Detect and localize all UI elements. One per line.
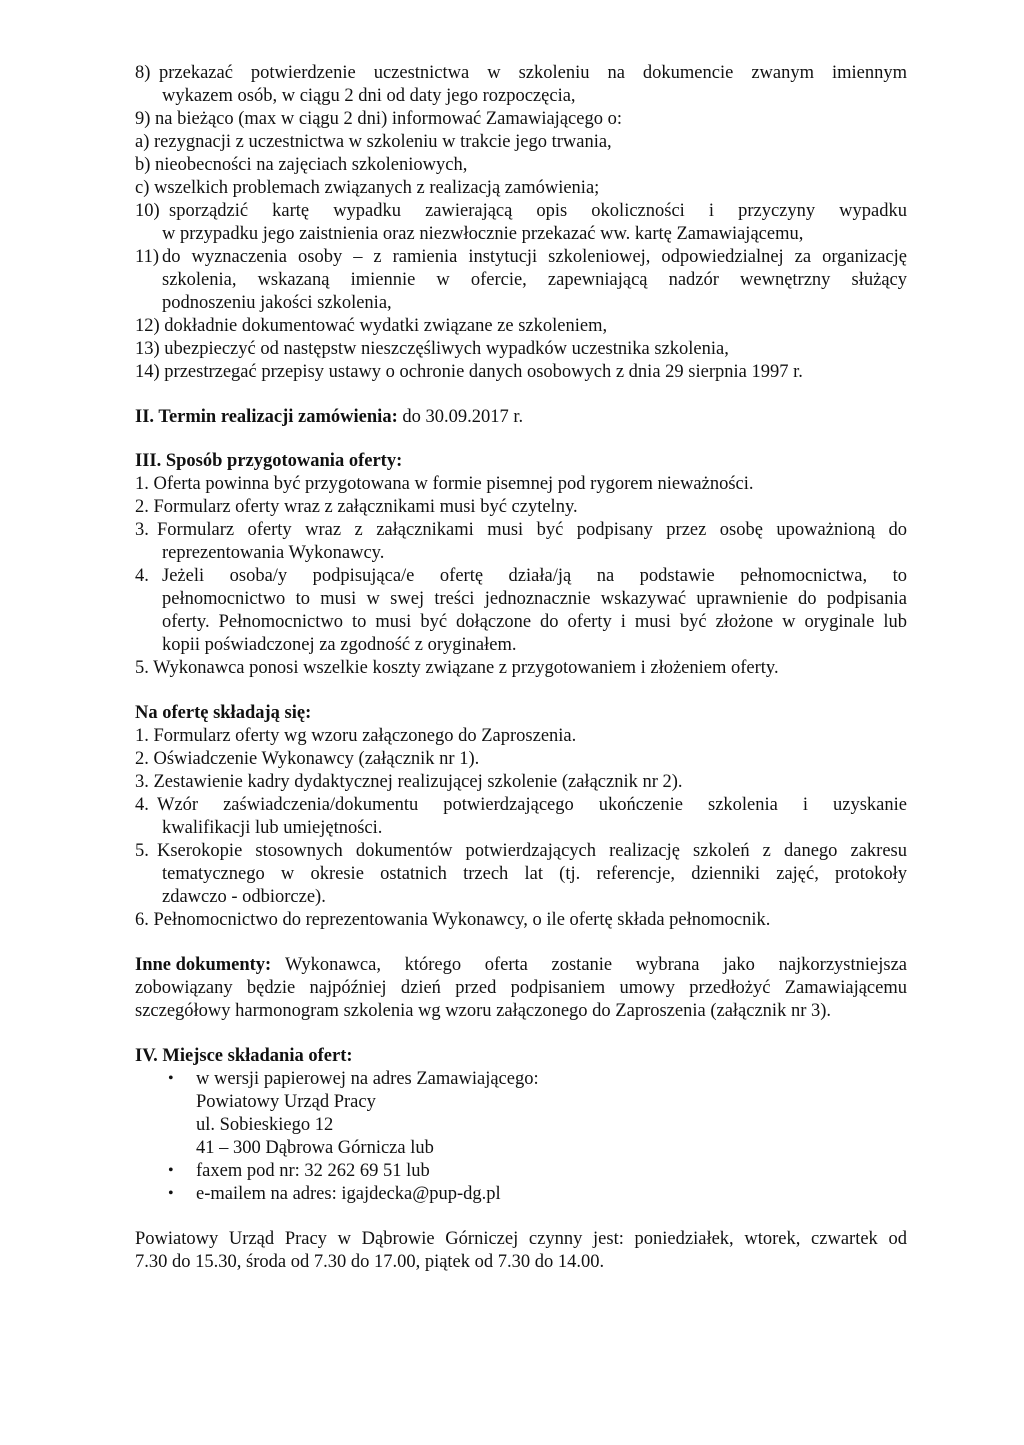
list-item: a) rezygnacji z uczestnictwa w szkoleniu w trakcie jego trwania,: [135, 132, 612, 152]
section-heading: Na ofertę składają się:: [135, 703, 312, 723]
list-item-cont: kwalifikacji lub umiejętności.: [162, 818, 383, 838]
list-item: 13) ubezpieczyć od następstw nieszczęśliwych wypadków uczestnika szkolenia,: [135, 339, 729, 359]
address-line: 41 – 300 Dąbrowa Górnicza lub: [196, 1138, 434, 1158]
other-docs-label: Inne dokumenty:: [135, 955, 272, 975]
list-item-cont: podnoszeniu jakości szkolenia,: [162, 293, 392, 313]
list-item-cont: kopii poświadczonej za zgodność z oryginałem.: [162, 635, 517, 655]
list-item: 5. Kserokopie stosownych dokumentów potwierdzających realizację szkoleń z danego zakresu: [135, 841, 907, 861]
bullet-icon: •: [168, 1162, 174, 1179]
list-item: 1. Formularz oferty wg wzoru załączonego do Zaproszenia.: [135, 726, 577, 746]
bullet-icon: •: [168, 1185, 174, 1202]
other-docs-line: Inne dokumenty: Wykonawca, którego oferta zostanie wybrana jako najkorzystniejsza: [135, 955, 907, 975]
address-line: Powiatowy Urząd Pracy: [196, 1092, 376, 1112]
submission-paper: w wersji papierowej na adres Zamawiającego:: [196, 1069, 539, 1089]
section-heading: II. Termin realizacji zamówienia:: [135, 407, 398, 427]
section-deadline: [135, 406, 523, 428]
list-item: 12) dokładnie dokumentować wydatki związane ze szkoleniem,: [135, 316, 608, 336]
submission-email: e-mailem na adres: igajdecka@pup-dg.pl: [196, 1184, 501, 1204]
list-item: 3. Zestawienie kadry dydaktycznej realizującej szkolenie (załącznik nr 2).: [135, 772, 683, 792]
section-heading: III. Sposób przygotowania oferty:: [135, 451, 403, 471]
list-item-cont: w przypadku jego zaistnienia oraz niezwłocznie przekazać ww. kartę Zamawiającemu,: [162, 224, 804, 244]
list-item: 4. Wzór zaświadczenia/dokumentu potwierdzającego ukończenie szkolenia i uzyskanie: [135, 795, 907, 815]
list-item: 2. Formularz oferty wraz z załącznikami musi być czytelny.: [135, 497, 578, 517]
list-item: 11) do wyznaczenia osoby – z ramienia instytucji szkoleniowej, odpowiedzialnej za organizację: [135, 247, 907, 267]
list-item-cont: tematycznego w okresie ostatnich trzech lat (tj. referencje, dzienniki zajęć, protokoły: [162, 864, 907, 884]
bullet-icon: •: [168, 1070, 174, 1087]
list-item: 3. Formularz oferty wraz z załącznikami musi być podpisany przez osobę upoważnioną do: [135, 520, 907, 540]
office-hours-line: Powiatowy Urząd Pracy w Dąbrowie Górniczej czynny jest: poniedziałek, wtorek, czwartek od: [135, 1229, 907, 1249]
section-heading: IV. Miejsce składania ofert:: [135, 1046, 353, 1066]
list-item-cont: pełnomocnictwo to musi w swej treści jednoznacznie wskazywać uprawnienie do podpisania: [162, 589, 907, 609]
list-item: 1. Oferta powinna być przygotowana w formie pisemnej pod rygorem nieważności.: [135, 474, 754, 494]
other-docs-line: zobowiązany będzie najpóźniej dzień przed podpisaniem umowy przedłożyć Zamawiającemu: [135, 978, 907, 998]
list-item-cont: reprezentowania Wykonawcy.: [162, 543, 385, 563]
list-item: 10) sporządzić kartę wypadku zawierającą opis okoliczności i przyczyny wypadku: [135, 201, 907, 221]
address-line: ul. Sobieskiego 12: [196, 1115, 334, 1135]
list-item-cont: zdawczo - odbiorcze).: [162, 887, 326, 907]
list-item: 2. Oświadczenie Wykonawcy (załącznik nr 1).: [135, 749, 480, 769]
list-item: 8) przekazać potwierdzenie uczestnictwa w szkoleniu na dokumencie zwanym imiennym: [135, 63, 907, 83]
list-item: c) wszelkich problemach związanych z realizacją zamówienia;: [135, 178, 600, 198]
submission-fax: faxem pod nr: 32 262 69 51 lub: [196, 1161, 430, 1181]
list-item: 14) przestrzegać przepisy ustawy o ochronie danych osobowych z dnia 29 sierpnia 1997 r.: [135, 362, 803, 382]
deadline-value: do 30.09.2017 r.: [402, 407, 524, 427]
list-item: 5. Wykonawca ponosi wszelkie koszty związane z przygotowaniem i złożeniem oferty.: [135, 658, 779, 678]
list-item: b) nieobecności na zajęciach szkoleniowych,: [135, 155, 468, 175]
list-item: 6. Pełnomocnictwo do reprezentowania Wykonawcy, o ile ofertę składa pełnomocnik.: [135, 910, 771, 930]
list-item: 4. Jeżeli osoba/y podpisująca/e ofertę działa/ją na podstawie pełnomocnictwa, to: [135, 566, 907, 586]
list-item-cont: oferty. Pełnomocnictwo to musi być dołączone do oferty i musi być złożone w oryginale lub: [162, 612, 907, 632]
list-item-cont: wykazem osób, w ciągu 2 dni od daty jego rozpoczęcia,: [162, 86, 576, 106]
other-docs-line: szczegółowy harmonogram szkolenia wg wzoru załączonego do Zaproszenia (załącznik nr 3).: [135, 1001, 832, 1021]
list-item: 9) na bieżąco (max w ciągu 2 dni) informować Zamawiającego o:: [135, 109, 622, 129]
office-hours-line: 7.30 do 15.30, środa od 7.30 do 17.00, piątek od 7.30 do 14.00.: [135, 1252, 605, 1272]
list-item-cont: szkolenia, wskazaną imiennie w ofercie, zapewniającą nadzór wewnętrzny służący: [162, 270, 907, 290]
